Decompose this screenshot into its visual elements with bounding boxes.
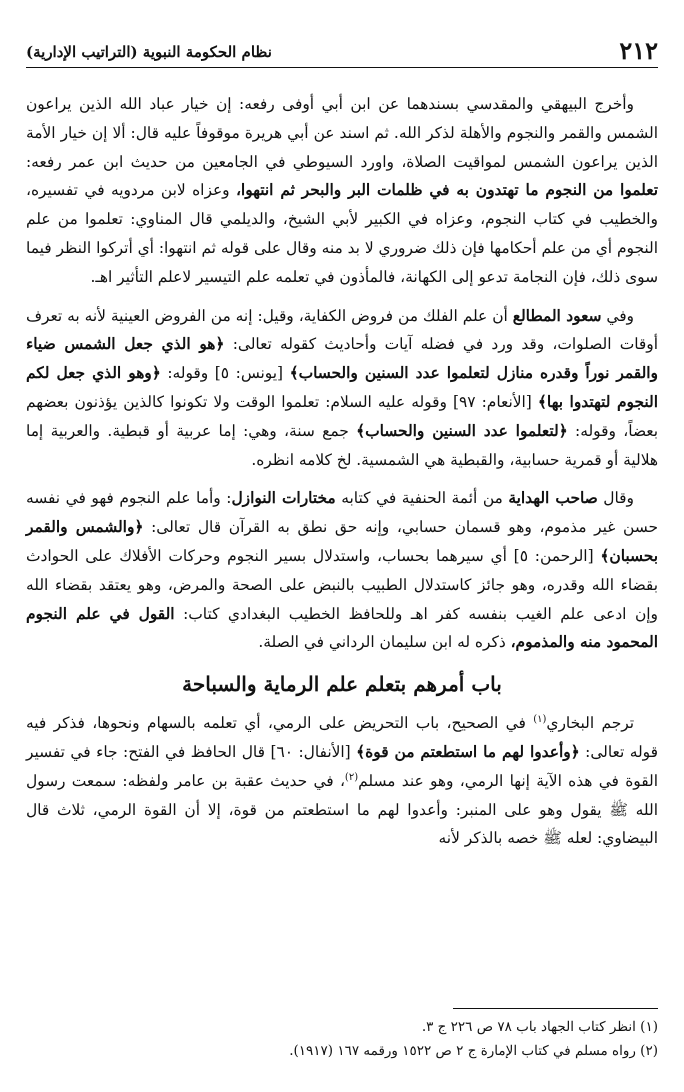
bold-quran-verse: ﴿وأعدوا لهم ما استطعتم من قوة﴾: [356, 742, 580, 761]
footnote-rule: [453, 1008, 658, 1009]
page-number: ٢١٢: [619, 36, 658, 65]
paragraph-4: [26, 709, 658, 853]
text-run: ترجم البخاري: [546, 714, 634, 733]
bold-quran-verse: ﴿والشمس والقمر بحسبان﴾: [26, 518, 659, 565]
text-run: [الأنفال: ٦٠] قال الحافظ في الفتح: جاء في تفسير القوة في هذه الآية إنها الرمي، وهو عند مسلم: [26, 742, 658, 790]
footnotes: [26, 1008, 658, 1063]
text-run: وأخرج البيهقي والمقدسي بسندهما عن ابن أبي أوفى رفعه: إن خيار عباد الله الذين يراعون الشمس والقمر والنجوم والأهلة لذكر الله. ثم اسند عن أبي هريرة موقوفاً عليه قال: ألا إن خيار الأمة الذين يراعون الشمس لمواقيت الصلاة، واورد السيوطي في الجامعين من حديث ابن عمر رفعه:: [26, 95, 658, 171]
footnote-1: (١) انظر كتاب الجهاد باب ٧٨ ص ٢٢٦ ج ٣.: [421, 1019, 658, 1035]
paragraph-1: [26, 90, 658, 292]
text-run: وقال: [597, 489, 634, 508]
text-run: جمع سنة، وهي: إما عربية أو قبطية. والعربية إما هلالية أو قمرية حسابية، والقبطية هي الشمسية. لخ كلامه انظره.: [26, 421, 658, 469]
text-run: من أئمة الحنفية في كتابه: [335, 489, 509, 508]
bold-book-title: سعود المطالع: [512, 306, 602, 325]
footnote-ref: (١): [533, 714, 547, 726]
text-run: أن علم الفلك من فروض الكفاية، وقيل: إنه من الفروض العينية لأنه به تعرف أوقات الصلوات، وقد ورد في فضله آيات وأحاديث كقوله تعالى:: [26, 306, 658, 354]
text-run: [الرحمن: ٥] أي سيرهما بحساب، واستدلال بسير النجوم وحركات الأفلاك على الحوادث بقضاء الله وقدره، وهو جائز كاستدلال الطبيب بالنبض على الصحة والمرض، وهو يعتقد بقضاء الله وإن ادعى علم الغيب بنفسه كفر اهـ وللحافظ الخطيب البغدادي كتاب:: [26, 546, 658, 623]
footnote-ref: (٢): [344, 771, 359, 783]
text-run: ، في حديث عقبة بن عامر ولفظه: سمعت رسول الله ﷺ يقول وهو على المنبر: وأعدوا لهم ما استطعتم من قوة، إلا أن القوة الرمي، ثلاث قال البيضاوي: لعله ﷺ خصه بالذكر لأنه: [26, 771, 658, 848]
section-heading: باب أمرهم بتعلم علم الرماية والسباحة: [182, 672, 502, 697]
text-run: في الصحيح، باب التحريض على الرمي، أي تعلمه بالسهام ونحوها، فذكر فيه قوله تعالى:: [26, 714, 658, 761]
paragraph-3: [26, 484, 658, 657]
text-run: : وأما علم النجوم فهو في نفسه حسن غير مذموم، وهو قسمان حسابي، وإنه حق نطق به القرآن قال تعالى:: [26, 489, 658, 537]
paragraph-2: [26, 302, 658, 475]
bold-quran-verse: ﴿هو الذي جعل الشمس ضياء والقمر نوراً وقدره منازل لتعلموا عدد السنين والحساب﴾: [26, 335, 658, 383]
spacer: [26, 292, 658, 302]
spacer: [26, 474, 658, 484]
bold-quran-verse: ﴿لتعلموا عدد السنين والحساب﴾: [356, 421, 568, 440]
bold-hadith: تعلموا من النجوم ما تهتدون به في ظلمات البر والبحر ثم انتهوا،: [235, 181, 658, 200]
bold-book-title: مختارات النوازل: [231, 489, 336, 508]
running-title: نظام الحكومة النبوية (التراتيب الإدارية): [26, 43, 272, 61]
text-run: ذكره له ابن سليمان الرداني في الصلة.: [258, 633, 511, 652]
text-run: [يونس: ٥] وقوله:: [160, 364, 290, 383]
header-rule: [26, 67, 658, 68]
bold-author: صاحب الهداية: [508, 489, 598, 508]
footnote-2: (٢) رواه مسلم في كتاب الإمارة ج ٢ ص ١٥٢٢ ورقمه ١٦٧ (١٩١٧).: [289, 1043, 658, 1059]
main-text: [26, 90, 658, 853]
text-run: وعزاه لابن مردويه في تفسيره، والخطيب في كتاب النجوم، وعزاه في الكبير لأبي الشيخ، والديلمي قال المناوي: تعلموا من علم النجوم أي من علم أحكامها فإن ذلك ضروري لا بد منه وقال على قوله ثم انتهوا: أي أتركوا النظر فيما سوى ذلك، فإن النجامة تدعو إلى الكهانة، فالمأذون في تعلمه علم التيسير لاعلم التأثير اهـ.: [26, 181, 658, 286]
text-run: وفي: [601, 306, 634, 325]
text-run: [الأنعام: ٩٧] وقوله عليه السلام: تعلموا الوقت ولا تكونوا كالذين يؤذنون بعضهم بعضاً، وقوله:: [26, 392, 658, 440]
bold-book-title: القول في علم النجوم المحمود منه والمذموم،: [26, 604, 658, 652]
bold-quran-verse: ﴿وهو الذي جعل لكم النجوم لتهتدوا بها﴾: [26, 364, 658, 411]
running-header: [26, 36, 658, 68]
